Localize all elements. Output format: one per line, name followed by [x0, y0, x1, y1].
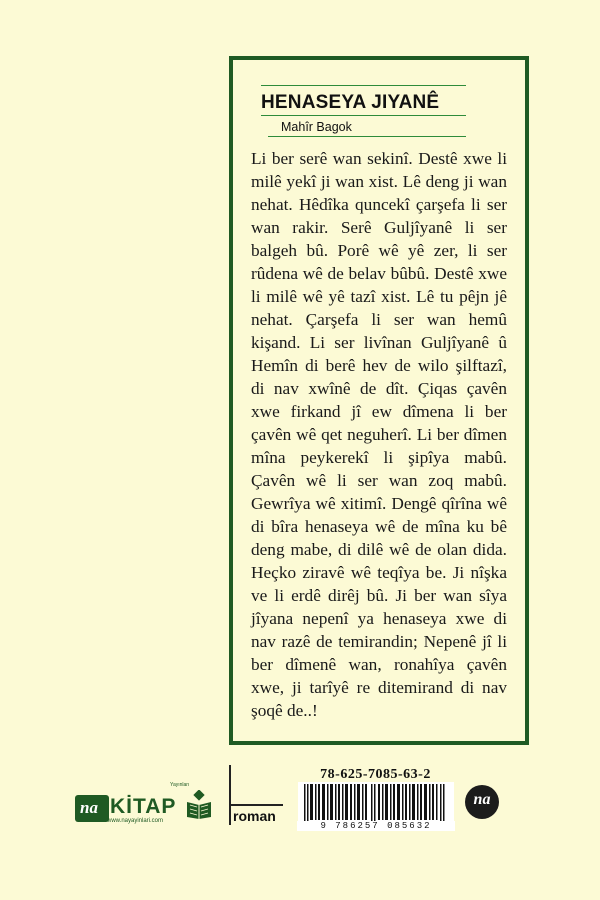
publisher-logo-arc: Yayınları: [170, 782, 190, 788]
blurb-text: Li ber serê wan sekinî. Destê xwe li milê yekî ji wan xist. Lê deng ji wan nehat. Hêdîka quncekî çarşefa li ser wan rakir. Serê Guljîyanê li ser balgeh bû. Porê wê yê zer, li ser rûdena wê de belav bûbû. Destê xwe li milê wê yê tazî xist. Lê tu pêjn jê nehat. Çarşefa li ser wan hemû kişand. Li ser livînan Guljîyanê û Hemîn di berê hev de wilo şilftazî, di nav xwînê de dît. Çiqas çavên xwe firkand jî ew dîmena li ber çavên wê qet neguherî. Li ber dîmen mîna peykerekî li şipîya mabû. Çavên wê li ser wan zoq mabû. Gewrîya wê xitimî. Dengê qîrîna wê di bîra henaseya wê de mîna ku bê deng mabe, di dilê wê de olan dida. Heçko ziravê wê teqîya be. Ji nîşka ve li erdê dirêj bû. Ji ber wan sîya jîyana nepenî ya henaseya xwe di nav razê de temirandin; Nepenê jî li ber dîmenê wan, ronahîya çavên xwe, ji tarîyê re ditemirand di nav şoqê de..!: [251, 149, 507, 720]
publisher-website: www.nayayinlari.com: [107, 818, 164, 824]
barcode-digits: 9 786257 085632: [297, 821, 455, 831]
genre-left-bar: [229, 765, 231, 825]
publisher-logo-mark-text: na: [80, 798, 98, 817]
genre-label: roman: [233, 808, 276, 824]
publisher-circle-logo: [465, 785, 499, 819]
publisher-circle-logo-text: na: [473, 791, 491, 808]
publisher-logo-mark: [75, 795, 109, 822]
publisher-logo-word: KİTAP: [110, 795, 177, 818]
author-name: Mahîr Bagok: [281, 120, 352, 134]
author-bottom-rule: [268, 136, 466, 137]
book-title: HENASEYA JIYANÊ: [261, 92, 440, 113]
title-bottom-rule: [261, 115, 466, 116]
isbn-number: 78-625-7085-63-2: [320, 767, 431, 782]
barcode: [298, 782, 454, 822]
title-top-rule: [261, 85, 466, 86]
open-book-icon: [186, 790, 212, 820]
genre-top-bar: [229, 804, 283, 806]
